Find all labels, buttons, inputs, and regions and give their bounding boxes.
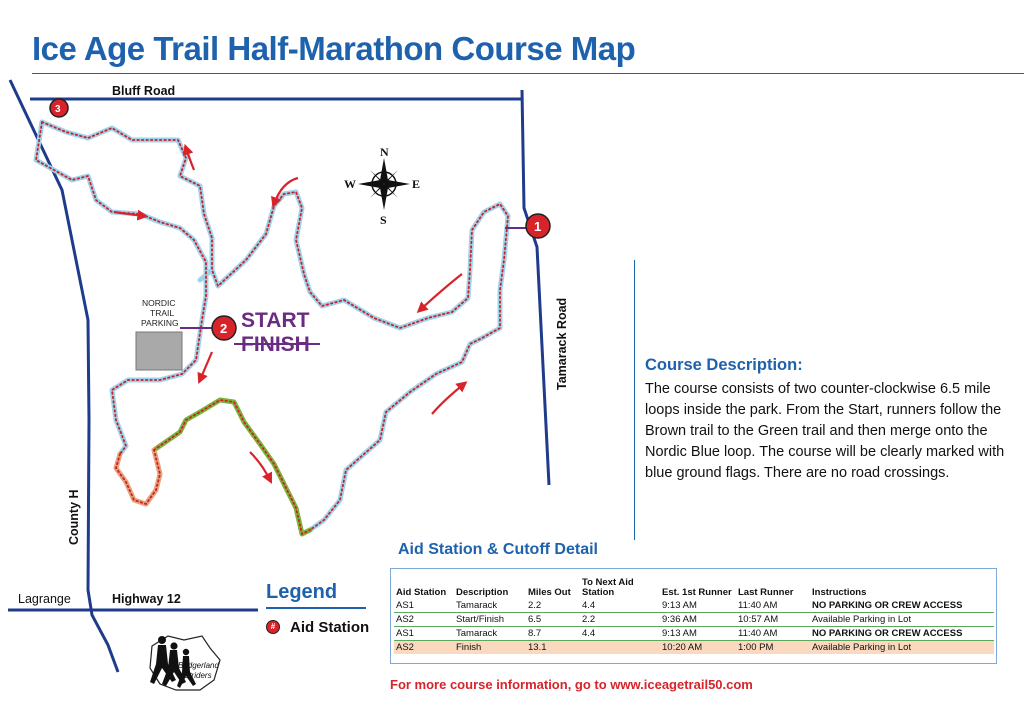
cell-instructions: Available Parking in Lot xyxy=(810,641,994,655)
cell-est-first: 9:13 AM xyxy=(660,627,736,641)
cell-description: Tamarack xyxy=(454,627,526,641)
cell-instructions: NO PARKING OR CREW ACCESS xyxy=(810,627,994,641)
compass-north: N xyxy=(380,145,389,159)
course-description-body: The course consists of two counter-clockwise 6.5 mile loops inside the park. From the Start, runners follow the Brown trail to the Green trail and then merge onto the Nordic Blue loop. The course will be clearly marked with blue ground flags. There are no road crossings. xyxy=(645,381,1005,481)
cell-est-first: 10:20 AM xyxy=(660,641,736,655)
table-row xyxy=(394,641,994,655)
legend-aid-station-label: Aid Station xyxy=(290,619,370,636)
cell-last-runner: 1:00 PM xyxy=(736,641,810,655)
table-row xyxy=(394,613,994,627)
legend-title: Legend xyxy=(266,581,338,603)
aid-station-title: Aid Station & Cutoff Detail xyxy=(398,541,598,558)
aid-table-header xyxy=(394,574,994,599)
legend-underline xyxy=(266,607,366,609)
cell-to-next: 4.4 xyxy=(580,627,660,641)
aid-station-1-number: 1 xyxy=(534,219,542,234)
aid-station-3 xyxy=(50,99,68,117)
county-h-road xyxy=(10,80,118,672)
cell-last-runner: 11:40 AM xyxy=(736,627,810,641)
header-aid-station: Aid Station xyxy=(396,587,447,598)
cell-to-next: 2.2 xyxy=(580,613,660,627)
compass-east: E xyxy=(412,177,421,191)
description-divider xyxy=(634,260,635,540)
cell-instructions: NO PARKING OR CREW ACCESS xyxy=(810,599,994,613)
logo-line-2: Striders xyxy=(184,671,212,680)
start-label: START xyxy=(241,309,310,332)
highway-12-label: Highway 12 xyxy=(112,592,181,606)
course-description-title: Course Description: xyxy=(645,356,803,374)
header-est-first: Est. 1st Runner xyxy=(662,587,732,598)
tamarack-road xyxy=(522,90,549,485)
header-to-next: To Next Aid Station xyxy=(582,577,634,598)
cell-description: Start/Finish xyxy=(454,613,526,627)
compass-rose-icon xyxy=(344,145,420,227)
cell-last-runner: 11:40 AM xyxy=(736,599,810,613)
table-row xyxy=(394,627,994,641)
page-title: Ice Age Trail Half-Marathon Course Map xyxy=(32,30,636,67)
header-miles-out: Miles Out xyxy=(528,587,571,598)
parking-label-3: PARKING xyxy=(141,318,179,328)
compass-west: W xyxy=(344,177,356,191)
finish-label: FINISH xyxy=(241,333,310,356)
cell-station: AS2 xyxy=(394,641,454,655)
more-info-link-text: For more course information, go to www.iceagetrail50.com xyxy=(390,677,753,692)
cell-description: Tamarack xyxy=(454,599,526,613)
header-instructions: Instructions xyxy=(812,587,867,598)
trail-green xyxy=(154,400,310,534)
header-last-runner: Last Runner xyxy=(738,587,794,598)
cell-est-first: 9:13 AM xyxy=(660,599,736,613)
cell-instructions: Available Parking in Lot xyxy=(810,613,994,627)
parking-lot xyxy=(136,332,182,370)
cell-est-first: 9:36 AM xyxy=(660,613,736,627)
cell-miles-out: 2.2 xyxy=(526,599,580,613)
aid-station-2 xyxy=(212,316,236,340)
aid-station-marker-icon: # xyxy=(266,620,280,634)
parking-label-2: TRAIL xyxy=(150,308,175,318)
cell-station: AS2 xyxy=(394,613,454,627)
cell-description: Finish xyxy=(454,641,526,655)
bluff-road-label: Bluff Road xyxy=(112,84,176,98)
cell-station: AS1 xyxy=(394,627,454,641)
cell-miles-out: 8.7 xyxy=(526,627,580,641)
cell-miles-out: 13.1 xyxy=(526,641,580,655)
aid-station-table xyxy=(394,574,994,654)
cell-last-runner: 10:57 AM xyxy=(736,613,810,627)
header-description: Description xyxy=(456,587,509,598)
cell-station: AS1 xyxy=(394,599,454,613)
logo-line-1: Badgerland xyxy=(178,661,219,670)
cell-to-next: 4.4 xyxy=(580,599,660,613)
runners-logo-icon xyxy=(150,636,220,690)
parking-label-1: NORDIC xyxy=(142,298,176,308)
aid-station-3-number: 3 xyxy=(55,104,61,115)
lagrange-label: Lagrange xyxy=(18,592,71,606)
tamarack-road-label: Tamarack Road xyxy=(555,297,569,390)
compass-south: S xyxy=(380,213,387,227)
table-row xyxy=(394,599,994,613)
trail-brown xyxy=(116,450,160,504)
cell-to-next xyxy=(580,641,660,655)
aid-station-2-number: 2 xyxy=(220,321,228,336)
county-h-label: County H xyxy=(67,489,81,545)
cell-miles-out: 6.5 xyxy=(526,613,580,627)
